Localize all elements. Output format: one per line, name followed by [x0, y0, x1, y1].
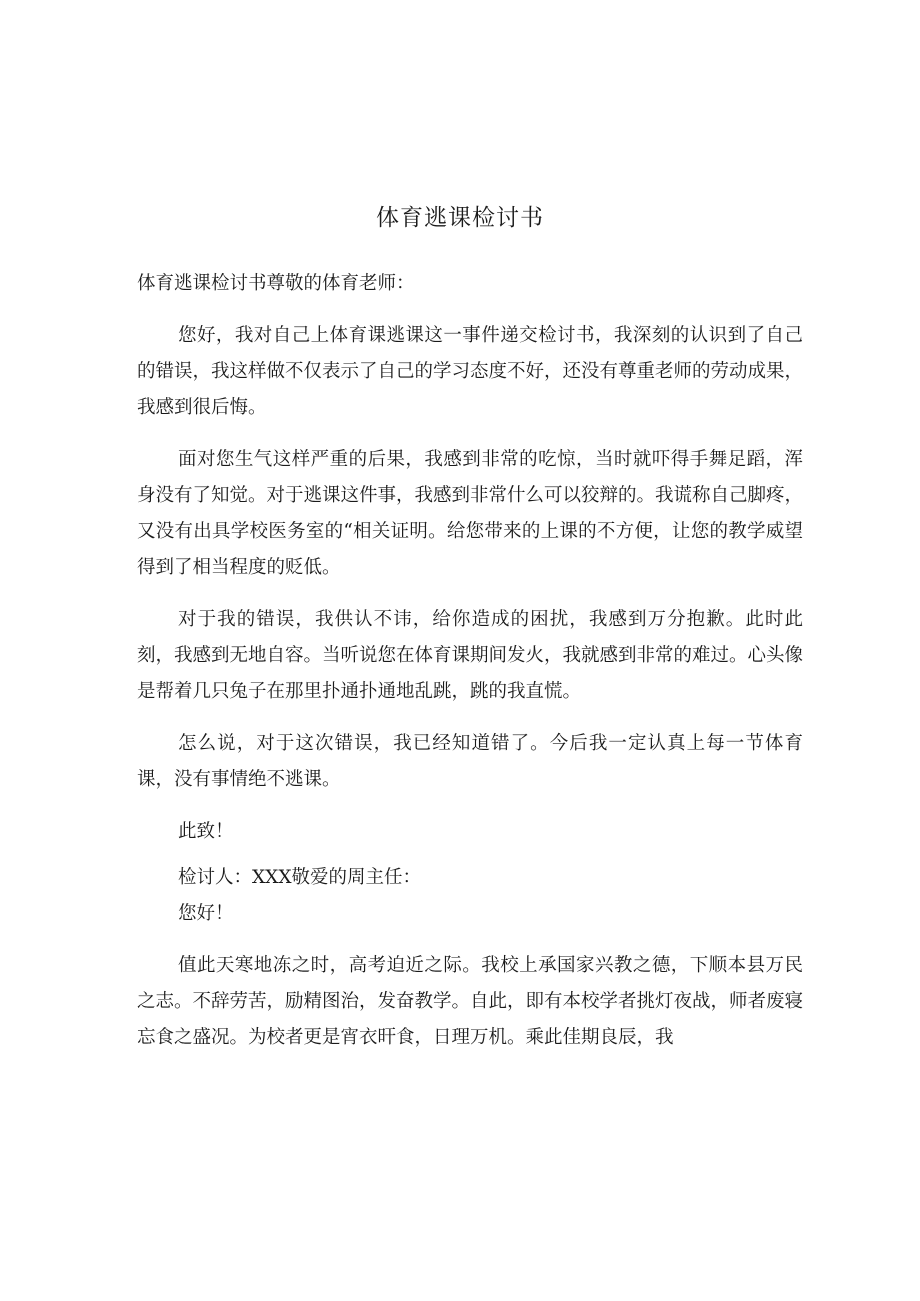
paragraph-1: 您好，我对自己上体育课逃课这一事件递交检讨书，我深刻的认识到了自己的错误，我这样做不仅表示了自己的学习态度不好，还没有尊重老师的劳动成果，我感到很后悔。	[137, 325, 804, 418]
greeting-line: 体育逃课检讨书尊敬的体育老师：	[137, 273, 415, 294]
paragraph-2: 面对您生气这样严重的后果，我感到非常的吃惊，当时就吓得手舞足蹈，浑身没有了知觉。对于逃课这件事，我感到非常什么可以狡辩的。我谎称自己脚疼，又没有出具学校医务室的“相关证明。给您带来的上课的不方便，让您的教学威望得到了相当程度的贬低。	[137, 449, 804, 578]
final-paragraph: 值此天寒地冻之时，高考迫近之际。我校上承国家兴教之德，下顺本县万民之志。不辞劳苦，励精图治，发奋教学。自此，即有本校学者挑灯夜战，师者废寝忘食之盛况。为校者更是宵衣旰食，日理万机。乘此佳期良辰，我	[137, 955, 804, 1048]
document-title: 体育逃课检讨书	[376, 205, 544, 231]
salutation-line: 您好！	[178, 903, 234, 924]
closing-line: 此致！	[178, 821, 234, 842]
paragraph-3: 对于我的错误，我供认不讳，给你造成的困扰，我感到万分抱歉。此时此刻，我感到无地自容。当听说您在体育课期间发火，我就感到非常的难过。心头像是帮着几只兔子在那里扑通扑通地乱跳，跳的我直慌。	[137, 609, 804, 702]
paragraph-4: 怎么说，对于这次错误，我已经知道错了。今后我一定认真上每一节体育课，没有事情绝不逃课。	[137, 733, 803, 790]
signature-line: 检讨人：XXX敬爱的周主任：	[178, 867, 422, 888]
document-body	[137, 266, 803, 1072]
